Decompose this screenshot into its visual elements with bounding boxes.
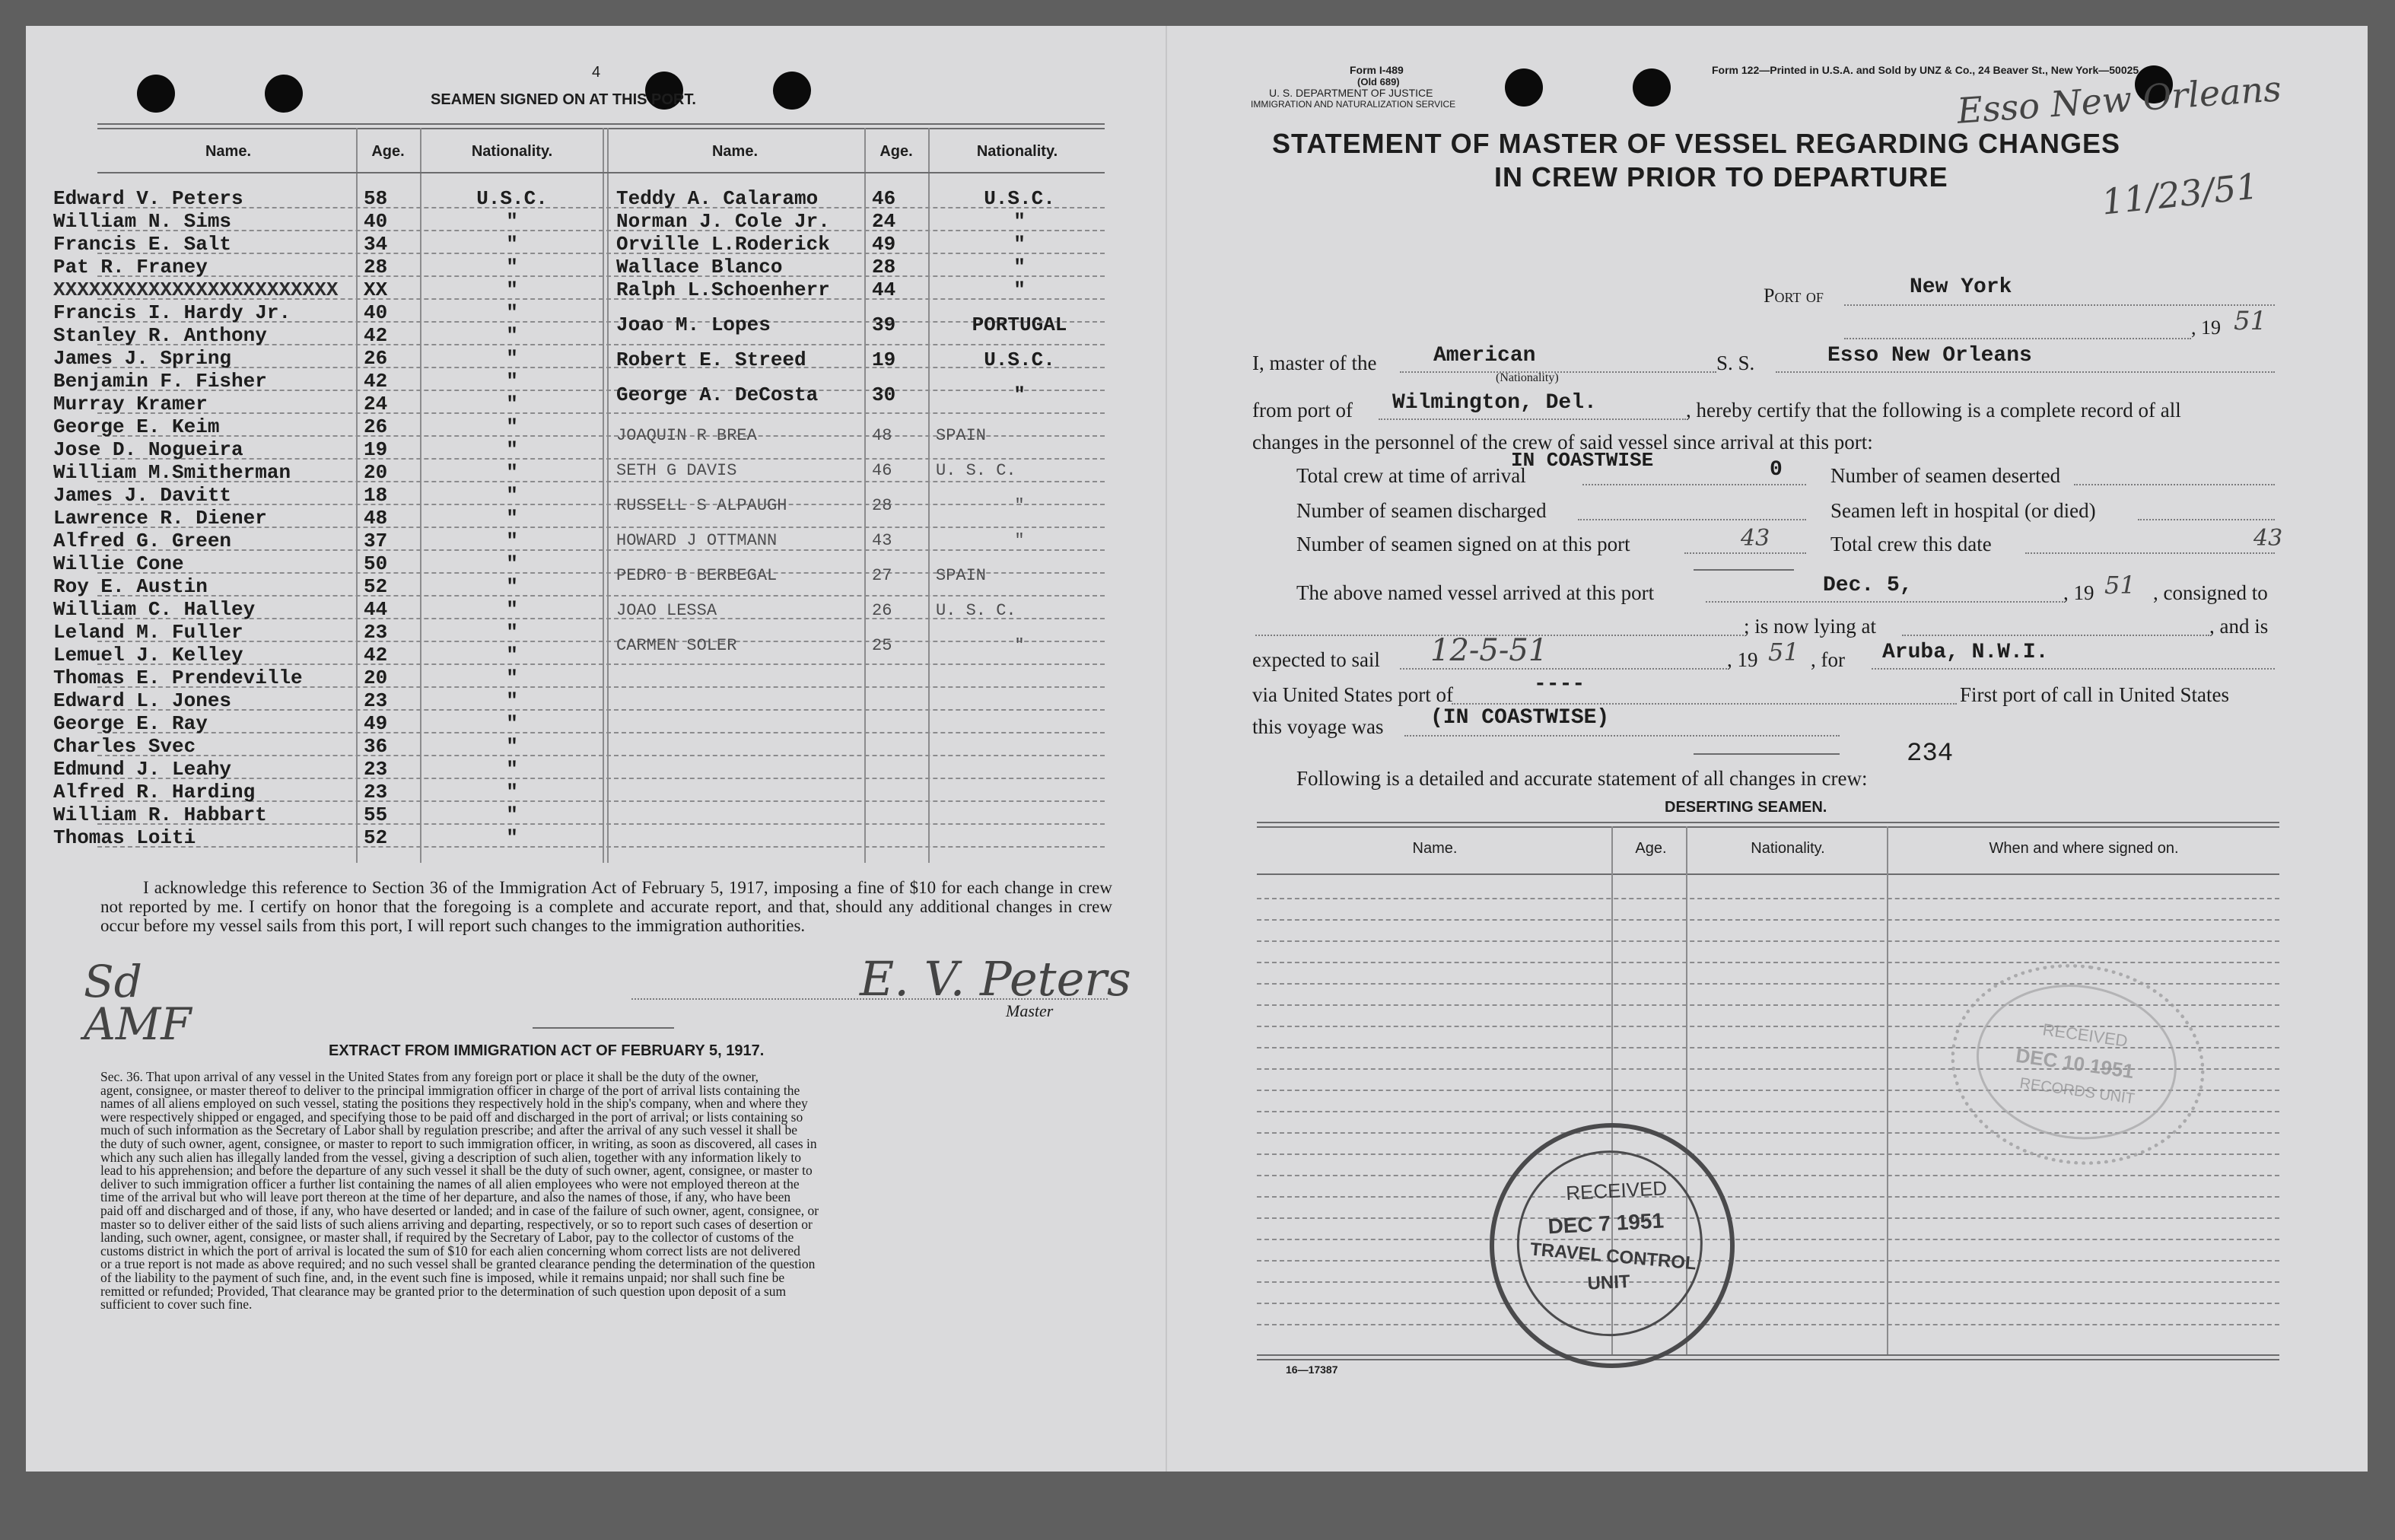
expected-value: 12-5-51 bbox=[1430, 633, 1548, 668]
deserting-seamen-title: DESERTING SEAMEN. bbox=[1665, 799, 1827, 816]
crew-name: William R. Habbart bbox=[53, 803, 267, 826]
ship-name-value: Esso New Orleans bbox=[1827, 344, 2032, 368]
crew-age: 23 bbox=[364, 689, 388, 712]
column-divider bbox=[603, 128, 604, 863]
crew-nationality: " bbox=[1014, 531, 1025, 550]
page-number: 4 bbox=[592, 64, 601, 81]
crew-name: PEDRO B BERBEGAL bbox=[616, 566, 778, 585]
crew-nationality: U.S.C. bbox=[984, 348, 1055, 371]
crew-age: 23 bbox=[364, 758, 388, 781]
number-234: 234 bbox=[1907, 740, 1954, 768]
crew-nationality: U.S.C. bbox=[984, 187, 1055, 210]
handwritten-date: 11/23/51 bbox=[2099, 165, 2260, 223]
totals-underline bbox=[1694, 569, 1794, 571]
crew-name: Murray Kramer bbox=[53, 393, 208, 415]
extract-line: names of all aliens employed on such vessel, stating the positions they respectively hold in the ship's company, when and where they bbox=[100, 1096, 808, 1112]
footer-code: 16—17387 bbox=[1286, 1363, 1338, 1376]
crew-name: Charles Svec bbox=[53, 735, 196, 758]
year-value: 51 bbox=[2234, 306, 2267, 336]
crew-nationality: " bbox=[506, 256, 518, 278]
crew-name: Teddy A. Calaramo bbox=[616, 187, 819, 210]
crew-name: Roy E. Austin bbox=[53, 575, 208, 598]
and-is-label: , and is bbox=[2209, 615, 2269, 638]
sail-year-label: , 19 bbox=[1727, 648, 1758, 671]
table-header: Name. bbox=[1412, 840, 1458, 857]
extract-separator bbox=[533, 1027, 674, 1029]
crew-nationality: " bbox=[506, 667, 518, 689]
from-port-label: from port of bbox=[1252, 399, 1353, 422]
crew-age: 37 bbox=[364, 530, 388, 552]
initials-handwriting: Sd AMF bbox=[84, 956, 192, 1050]
from-port-value: Wilmington, Del. bbox=[1392, 391, 1597, 415]
lying-line bbox=[1902, 635, 2209, 636]
for-value: Aruba, N.W.I. bbox=[1882, 641, 2049, 664]
crew-age: 20 bbox=[364, 667, 388, 689]
crew-nationality: U.S.C. bbox=[476, 187, 548, 210]
extract-line: paid off and discharged and of those, if any, who have deserted or landed; and in case of the failure of such owner, agent, consignee, or bbox=[100, 1203, 819, 1218]
extract-line: of the liability to the payment of such fine, and, in the event such fine is imposed, while it remains unpaid; nor shall such fine be bbox=[100, 1270, 785, 1285]
row-rule bbox=[1257, 1324, 2279, 1325]
crew-age: 48 bbox=[872, 426, 892, 445]
extract-line: the duty of such owner, agent, consignee, or master to report to such immigration officer, in writing, as soon as discovered, all cases in bbox=[100, 1136, 817, 1151]
via-line bbox=[1452, 703, 1957, 705]
row-rule bbox=[1257, 940, 2279, 942]
certify-text: , hereby certify that the following is a complete record of all bbox=[1686, 399, 2181, 422]
stamp-date-text: DEC 10 1951 bbox=[2014, 1043, 2136, 1083]
crew-nationality: " bbox=[506, 712, 518, 735]
crew-nationality: " bbox=[506, 438, 518, 461]
crew-name: Joao M. Lopes bbox=[616, 313, 771, 336]
crew-nationality: " bbox=[1013, 233, 1026, 256]
crew-nationality: SPAIN bbox=[936, 566, 987, 585]
crew-name: Orville L.Roderick bbox=[616, 233, 830, 256]
crew-name: George E. Ray bbox=[53, 712, 208, 735]
crew-age: 46 bbox=[872, 187, 896, 210]
crew-nationality: " bbox=[506, 278, 518, 301]
crew-name: Edward L. Jones bbox=[53, 689, 232, 712]
row-rule bbox=[1257, 1217, 2279, 1219]
year-label: , 19 bbox=[2191, 317, 2221, 339]
crew-age: 58 bbox=[364, 187, 388, 210]
crew-age: 46 bbox=[872, 461, 892, 480]
crew-age: 26 bbox=[364, 347, 388, 370]
crew-nationality: " bbox=[506, 575, 518, 598]
row-rule bbox=[1257, 1196, 2279, 1198]
deserting-table-top bbox=[1257, 822, 2279, 823]
crew-name: Thomas Loiti bbox=[53, 826, 196, 849]
crew-name: Francis E. Salt bbox=[53, 233, 232, 256]
extract-line: sufficient to cover such fine. bbox=[100, 1297, 253, 1312]
crew-nationality: " bbox=[506, 735, 518, 758]
crew-age: 48 bbox=[364, 507, 388, 530]
crew-age: 19 bbox=[364, 438, 388, 461]
crew-age: 40 bbox=[364, 301, 388, 324]
crew-age: 42 bbox=[364, 370, 388, 393]
port-of-line bbox=[1844, 304, 2275, 306]
total-arrival-label: Total crew at time of arrival bbox=[1296, 464, 1526, 487]
extract-line: master so to deliver either of the said lists of such aliens arriving and departing, respectively, or so to report such cases of desertion or bbox=[100, 1216, 813, 1232]
crew-age: 24 bbox=[364, 393, 388, 415]
crew-age: 39 bbox=[872, 313, 896, 336]
crew-nationality: " bbox=[1013, 278, 1026, 301]
extract-line: which any such alien has illegally landed from the vessel, giving a description of such alien, together with any information likely to bbox=[100, 1149, 801, 1165]
form-title-line2: IN CREW PRIOR TO DEPARTURE bbox=[1494, 161, 1948, 192]
crew-age: 19 bbox=[872, 348, 896, 371]
crew-name: Robert E. Streed bbox=[616, 348, 806, 371]
table-header: Nationality. bbox=[1751, 840, 1825, 857]
deserted-label: Number of seamen deserted bbox=[1830, 464, 2061, 487]
punch-hole bbox=[265, 75, 303, 113]
table-header: Name. bbox=[205, 143, 252, 160]
crew-nationality: " bbox=[506, 781, 518, 803]
signature-line bbox=[631, 998, 1108, 1000]
crew-name: CARMEN SOLER bbox=[616, 636, 737, 655]
crew-name: Thomas E. Prendeville bbox=[53, 667, 303, 689]
row-rule bbox=[1257, 1175, 2279, 1176]
form-title-line1: STATEMENT OF MASTER OF VESSEL REGARDING CHANGES bbox=[1272, 128, 2121, 159]
crew-nationality: " bbox=[506, 530, 518, 552]
crew-age: 43 bbox=[872, 531, 892, 550]
crew-nationality: " bbox=[506, 598, 518, 621]
total-arrival-line bbox=[1582, 484, 1806, 485]
stamp-unit-text: TRAVEL CONTROL bbox=[1529, 1239, 1697, 1274]
crew-age: 44 bbox=[364, 598, 388, 621]
expected-label: expected to sail bbox=[1252, 648, 1380, 671]
nationality-value: American bbox=[1433, 344, 1536, 368]
changes-text: changes in the personnel of the crew of said vessel since arrival at this port: bbox=[1252, 431, 1873, 453]
row-rule bbox=[1257, 919, 2279, 921]
crew-nationality: " bbox=[506, 347, 518, 370]
crew-nationality: " bbox=[506, 689, 518, 712]
crew-age: 36 bbox=[364, 735, 388, 758]
crew-nationality: " bbox=[506, 758, 518, 781]
header-rule bbox=[1257, 873, 2279, 875]
department-label: U. S. DEPARTMENT OF JUSTICE bbox=[1269, 87, 1433, 99]
crew-age: 26 bbox=[872, 601, 892, 620]
voyage-label: this voyage was bbox=[1252, 715, 1384, 738]
table-header: Age. bbox=[879, 143, 913, 160]
crew-name: Wallace Blanco bbox=[616, 256, 783, 278]
crew-nationality: " bbox=[506, 644, 518, 667]
total-arrival-value: 0 bbox=[1770, 458, 1783, 482]
row-rule bbox=[1257, 962, 2279, 963]
crew-age: 23 bbox=[364, 781, 388, 803]
crew-name: JOAO LESSA bbox=[616, 601, 717, 620]
crew-nationality: " bbox=[1013, 256, 1026, 278]
crew-nationality: " bbox=[506, 324, 518, 347]
row-rule bbox=[1257, 1260, 2279, 1262]
crew-name: RUSSELL S ALPAUGH bbox=[616, 496, 787, 515]
crew-nationality: " bbox=[1013, 210, 1026, 233]
master-of-label: I, master of the bbox=[1252, 352, 1377, 374]
crew-nationality: SPAIN bbox=[936, 426, 987, 445]
crew-nationality: U. S. C. bbox=[936, 461, 1016, 480]
crew-age: 49 bbox=[872, 233, 896, 256]
crew-age: 23 bbox=[364, 621, 388, 644]
crew-age: 49 bbox=[364, 712, 388, 735]
table-header: Age. bbox=[1635, 840, 1667, 857]
signed-on-value: 43 bbox=[1741, 525, 1770, 552]
stamp-received-text: RECEIVED bbox=[2041, 1020, 2129, 1051]
crew-age: 26 bbox=[364, 415, 388, 438]
deserted-line bbox=[2074, 484, 2275, 485]
total-date-line bbox=[2025, 552, 2275, 554]
crew-age: 25 bbox=[872, 636, 892, 655]
crew-nationality: " bbox=[506, 826, 518, 849]
deserting-table-bottom bbox=[1257, 1354, 2279, 1356]
crew-name: Willie Cone bbox=[53, 552, 184, 575]
expected-line bbox=[1400, 668, 1727, 670]
crew-name: William M.Smitherman bbox=[53, 461, 291, 484]
signed-on-line bbox=[1684, 552, 1806, 554]
extract-line: lead to his apprehension; and before the departure of any such vessel it shall be the duty of such owner, agent, consignee, or master to bbox=[100, 1163, 813, 1179]
crew-name: Benjamin F. Fisher bbox=[53, 370, 267, 393]
extract-line: much of such information as the Secretary of Labor shall by regulation prescribe; and after the arrival of any such vessel it shall be bbox=[100, 1122, 798, 1138]
crew-age: 42 bbox=[364, 644, 388, 667]
crew-nationality: " bbox=[506, 507, 518, 530]
crew-nationality: " bbox=[506, 415, 518, 438]
hospital-line bbox=[2138, 519, 2275, 520]
crew-nationality: " bbox=[506, 370, 518, 393]
crew-name: Francis I. Hardy Jr. bbox=[53, 301, 291, 324]
table-header: Nationality. bbox=[471, 143, 553, 160]
crew-age: 52 bbox=[364, 575, 388, 598]
voyage-value: (IN COASTWISE) bbox=[1430, 706, 1610, 730]
acknowledgement-text: I acknowledge this reference to Section 36 of the Immigration Act of February 5, 1917, imposing a fine of $10 for each change in crew not reported by me. I certify on honor that the foregoing is a complete and accurate report, and that, should any additional changes in crew occur before my vessel sails from this port, I will report such changes to the immigration authorities. bbox=[100, 878, 1112, 935]
extract-line: deliver to such immigration officer a further list containing the names of all alien employees who were not employed thereon at the bbox=[100, 1176, 800, 1192]
crew-age: 27 bbox=[872, 566, 892, 585]
arrived-line bbox=[1706, 601, 2063, 603]
column-divider bbox=[607, 128, 609, 863]
lying-label: ; is now lying at bbox=[1744, 615, 1876, 638]
column-divider bbox=[864, 128, 866, 863]
old-form-label: (Old 689) bbox=[1357, 76, 1400, 88]
crew-age: 52 bbox=[364, 826, 388, 849]
table-header: Nationality. bbox=[976, 143, 1058, 160]
arrived-year-value: 51 bbox=[2104, 571, 2136, 600]
row-rule bbox=[1257, 1303, 2279, 1304]
crew-name: SETH G DAVIS bbox=[616, 461, 737, 480]
crew-age: 34 bbox=[364, 233, 388, 256]
master-signature: E. V. Peters bbox=[860, 951, 1131, 1007]
crew-name: HOWARD J OTTMANN bbox=[616, 531, 778, 550]
crew-name: Pat R. Franey bbox=[53, 256, 208, 278]
crew-nationality: " bbox=[506, 301, 518, 324]
extract-line: remitted or refunded; Provided, That clearance may be granted prior to the determination of such question upon deposit of a sum bbox=[100, 1283, 787, 1299]
crew-name: Jose D. Nogueira bbox=[53, 438, 243, 461]
extract-line: time of the arrival but who will leave port thereon at the time of her departure, and also the names of those, if any, who have been bbox=[100, 1189, 791, 1205]
crew-nationality: " bbox=[506, 621, 518, 644]
header-rule bbox=[97, 172, 1105, 173]
master-label: Master bbox=[1006, 1001, 1054, 1020]
crew-nationality: " bbox=[506, 461, 518, 484]
total-date-value: 43 bbox=[2253, 525, 2283, 552]
nationality-caption: (Nationality) bbox=[1496, 371, 1559, 384]
crew-nationality: U. S. C. bbox=[936, 601, 1016, 620]
crew-age: 20 bbox=[364, 461, 388, 484]
crew-nationality: " bbox=[506, 393, 518, 415]
crew-nationality: " bbox=[1013, 383, 1026, 406]
signed-on-label: Number of seamen signed on at this port bbox=[1296, 533, 1630, 555]
arrived-label: The above named vessel arrived at this port bbox=[1296, 581, 1655, 604]
crew-name: George E. Keim bbox=[53, 415, 220, 438]
crew-age: 40 bbox=[364, 210, 388, 233]
crew-name: Leland M. Fuller bbox=[53, 621, 243, 644]
crew-nationality: " bbox=[506, 803, 518, 826]
row-rule bbox=[1257, 1239, 2279, 1240]
extract-line: were respectively shipped or engaged, and specifying those to be paid off and discharged in the port of arrival; or lists containing so bbox=[100, 1109, 803, 1125]
crew-nationality: PORTUGAL bbox=[972, 313, 1067, 336]
stamp-received-text: RECEIVED bbox=[1565, 1176, 1668, 1205]
crew-name: Lawrence R. Diener bbox=[53, 507, 267, 530]
crew-name: Lemuel J. Kelley bbox=[53, 644, 243, 667]
punch-hole bbox=[773, 72, 811, 110]
ship-name-line bbox=[1776, 371, 2275, 373]
punch-hole bbox=[137, 75, 175, 113]
total-date-label: Total crew this date bbox=[1830, 533, 1992, 555]
for-line bbox=[1872, 668, 2275, 670]
crew-name: Alfred R. Harding bbox=[53, 781, 256, 803]
crew-nationality: " bbox=[1014, 496, 1025, 515]
punch-hole bbox=[1505, 68, 1543, 107]
from-port-line bbox=[1379, 418, 1686, 420]
discharged-line bbox=[1578, 519, 1806, 520]
crew-name: Ralph L.Schoenherr bbox=[616, 278, 830, 301]
crew-nationality: " bbox=[1014, 636, 1025, 655]
extract-line: or a true report is not made as above required; and no such vessel shall be granted clearance pending the determination of the question bbox=[100, 1256, 816, 1272]
for-label: , for bbox=[1811, 648, 1845, 671]
column-divider bbox=[420, 128, 421, 863]
crew-name: Edward V. Peters bbox=[53, 187, 243, 210]
crew-age: 24 bbox=[872, 210, 896, 233]
arrived-value: Dec. 5, bbox=[1823, 574, 1913, 597]
punch-hole bbox=[1633, 68, 1671, 107]
crew-age: 55 bbox=[364, 803, 388, 826]
deserting-table-bottom bbox=[1257, 1359, 2279, 1360]
row-rule bbox=[1257, 1281, 2279, 1283]
crew-age: 28 bbox=[872, 496, 892, 515]
table-header: When and where signed on. bbox=[1989, 840, 2179, 857]
arrived-year-label: , 19 bbox=[2063, 581, 2094, 604]
crew-age: XX bbox=[364, 278, 388, 301]
voyage-line bbox=[1404, 735, 1840, 737]
extract-line: Sec. 36. That upon arrival of any vessel in the United States from any foreign port or place it shall be the duty of the owner, bbox=[100, 1069, 759, 1084]
deserting-table-top bbox=[1257, 826, 2279, 828]
crew-nationality: " bbox=[506, 233, 518, 256]
crew-name: Edmund J. Leahy bbox=[53, 758, 232, 781]
seamen-signed-title: SEAMEN SIGNED ON AT THIS PORT. bbox=[431, 91, 696, 108]
consigned-label: , consigned to bbox=[2153, 581, 2268, 604]
extract-line: agent, consignee, or master thereof to deliver to the principal immigration officer in charge of the port of arrival lists containing the bbox=[100, 1082, 800, 1098]
crew-name: William N. Sims bbox=[53, 210, 232, 233]
first-port-label: First port of call in United States bbox=[1960, 683, 2229, 706]
via-value: ---- bbox=[1534, 673, 1586, 696]
port-of-value: New York bbox=[1910, 275, 2012, 299]
table-top-rule bbox=[97, 128, 1105, 129]
crew-age: 44 bbox=[872, 278, 896, 301]
table-header: Age. bbox=[371, 143, 405, 160]
extract-title: EXTRACT FROM IMMIGRATION ACT OF FEBRUARY 5, 1917. bbox=[329, 1042, 765, 1059]
stamp-unit-text: UNIT bbox=[1586, 1271, 1631, 1294]
crew-name: Stanley R. Anthony bbox=[53, 324, 267, 347]
date-line bbox=[1844, 338, 2191, 339]
ss-label: S. S. bbox=[1716, 352, 1755, 374]
form-122-label: Form 122—Printed in U.S.A. and Sold by UNZ & Co., 24 Beaver St., New York—50025 bbox=[1712, 64, 2139, 76]
form-i489-label: Form I-489 bbox=[1350, 64, 1404, 76]
extract-line: customs district in which the port of arrival is located the sum of $10 for each alien concerning whom correct lists are not delivered bbox=[100, 1242, 800, 1258]
hospital-label: Seamen left in hospital (or died) bbox=[1830, 499, 2096, 522]
sail-year-value: 51 bbox=[1768, 638, 1799, 667]
extract-line: landing, such owner, agent, consignee, or master shall, if required by the Secretary of Labor, pay to the collector of customs of the bbox=[100, 1230, 794, 1246]
stamp-date-text: DEC 7 1951 bbox=[1547, 1208, 1665, 1239]
following-label: Following is a detailed and accurate statement of all changes in crew: bbox=[1296, 767, 1868, 790]
crew-name: XXXXXXXXXXXXXXXXXXXXXXXX bbox=[53, 278, 339, 301]
crew-name: Alfred G. Green bbox=[53, 530, 232, 552]
crew-name: James J. Davitt bbox=[53, 484, 232, 507]
crew-age: 18 bbox=[364, 484, 388, 507]
crew-name: William C. Halley bbox=[53, 598, 256, 621]
crew-nationality: " bbox=[506, 484, 518, 507]
column-divider bbox=[928, 128, 930, 863]
voyage-underline bbox=[1694, 753, 1840, 755]
crew-name: Norman J. Cole Jr. bbox=[616, 210, 830, 233]
crew-age: 28 bbox=[872, 256, 896, 278]
crew-age: 50 bbox=[364, 552, 388, 575]
table-header: Name. bbox=[711, 143, 759, 160]
crew-name: JOAQUIN R BREA bbox=[616, 426, 757, 445]
service-label: IMMIGRATION AND NATURALIZATION SERVICE bbox=[1251, 99, 1456, 110]
via-label: via United States port of bbox=[1252, 683, 1453, 706]
crew-age: 28 bbox=[364, 256, 388, 278]
crew-nationality: " bbox=[506, 552, 518, 575]
page-fold bbox=[1166, 26, 1167, 1472]
crew-nationality: " bbox=[506, 210, 518, 233]
port-of-label: Port of bbox=[1764, 285, 1824, 307]
crew-name: James J. Spring bbox=[53, 347, 232, 370]
row-rule bbox=[1257, 898, 2279, 899]
stamp-unit-text: RECORDS UNIT bbox=[2018, 1074, 2136, 1108]
crew-name: George A. DeCosta bbox=[616, 383, 819, 406]
discharged-label: Number of seamen discharged bbox=[1296, 499, 1547, 522]
crew-age: 42 bbox=[364, 324, 388, 347]
table-top-rule bbox=[97, 123, 1105, 125]
crew-age: 30 bbox=[872, 383, 896, 406]
handwritten-ship-note: Esso New Orleans bbox=[1955, 68, 2283, 132]
coastwise-note: IN COASTWISE bbox=[1511, 449, 1654, 472]
